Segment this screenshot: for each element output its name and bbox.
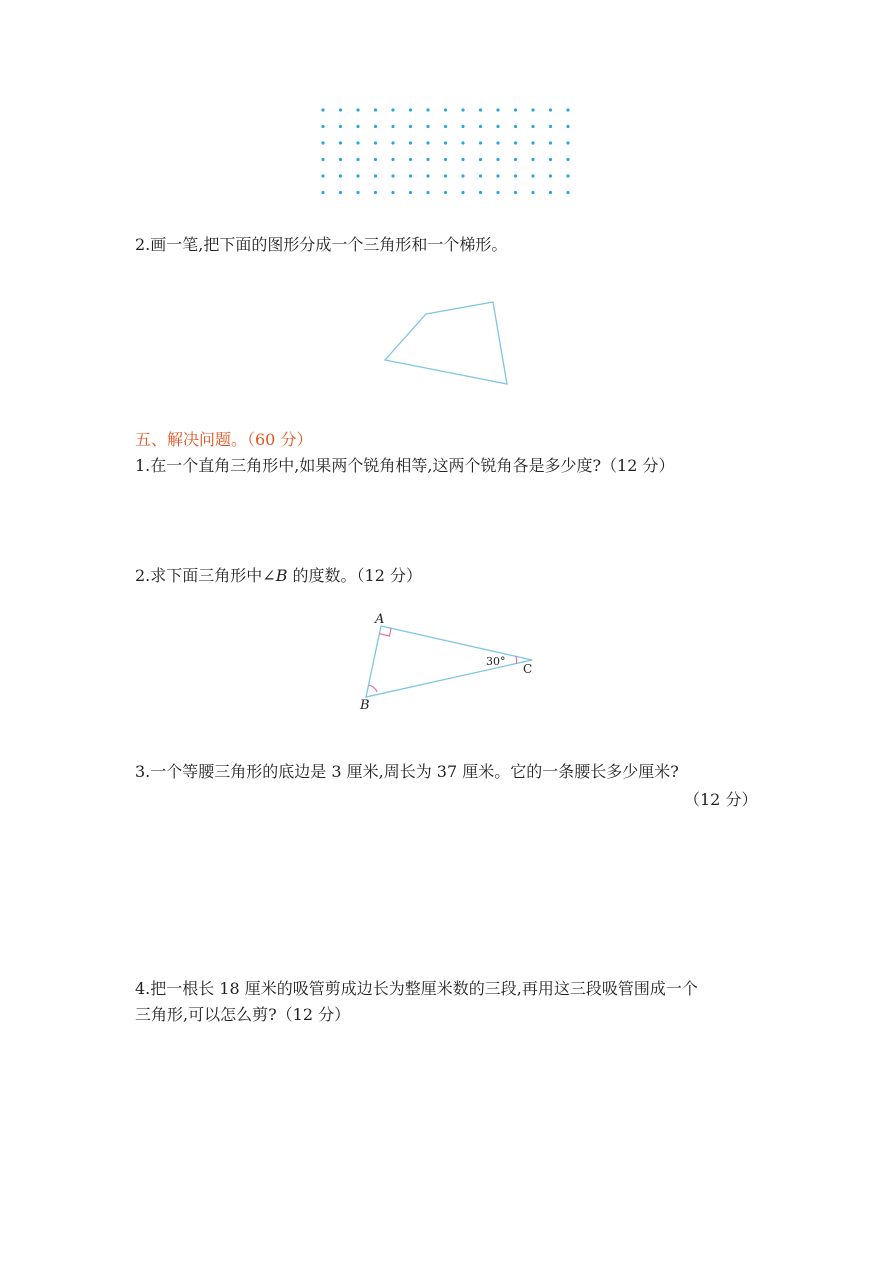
question-2-draw-line: 2.画一笔,把下面的图形分成一个三角形和一个梯形。	[135, 235, 508, 254]
grid-dot	[409, 108, 412, 111]
grid-dot	[426, 125, 429, 128]
grid-dot	[514, 141, 517, 144]
grid-dot	[549, 158, 552, 161]
grid-dot	[514, 174, 517, 177]
grid-dot	[531, 108, 534, 111]
grid-dot	[409, 125, 412, 128]
grid-dot	[409, 174, 412, 177]
grid-dot	[409, 141, 412, 144]
grid-dot	[514, 191, 517, 194]
grid-dot	[461, 191, 464, 194]
grid-dot	[374, 158, 377, 161]
angle-b-arc	[369, 685, 377, 692]
grid-dot	[514, 108, 517, 111]
grid-dot	[374, 174, 377, 177]
grid-dot	[566, 141, 569, 144]
problem-4-text-line-1: 4.把一根长 18 厘米的吸管剪成边长为整厘米数的三段,再用这三段吸管围成一个	[135, 979, 698, 998]
angle-c-value: 30°	[486, 655, 506, 668]
section-5-title: 五、解决问题。（60 分）	[135, 430, 313, 449]
grid-dot	[461, 108, 464, 111]
grid-dot	[321, 125, 324, 128]
grid-dot	[444, 174, 447, 177]
grid-dot	[566, 191, 569, 194]
grid-dot	[391, 174, 394, 177]
grid-dot	[356, 141, 359, 144]
grid-dot	[321, 174, 324, 177]
grid-dot	[549, 141, 552, 144]
problem-3-score: （12 分）	[684, 790, 758, 809]
grid-dot	[339, 191, 342, 194]
right-angle-marker	[380, 628, 392, 636]
grid-dot	[339, 158, 342, 161]
grid-dot	[356, 125, 359, 128]
grid-dot	[461, 158, 464, 161]
triangle-abc-figure	[350, 605, 550, 715]
grid-dot	[531, 174, 534, 177]
grid-dot	[496, 174, 499, 177]
grid-dot	[444, 158, 447, 161]
grid-dot	[321, 141, 324, 144]
grid-dot	[426, 158, 429, 161]
label-a: A	[375, 612, 385, 627]
grid-dot	[356, 174, 359, 177]
grid-dot	[356, 191, 359, 194]
grid-dot	[514, 158, 517, 161]
grid-dot	[391, 108, 394, 111]
grid-dot	[566, 108, 569, 111]
grid-dot	[374, 141, 377, 144]
grid-dot	[549, 125, 552, 128]
angle-c-arc	[516, 656, 517, 663]
quadrilateral-figure	[380, 296, 515, 391]
grid-dot	[479, 191, 482, 194]
grid-dot	[531, 191, 534, 194]
grid-dot	[479, 141, 482, 144]
grid-dot	[479, 125, 482, 128]
grid-dot	[374, 108, 377, 111]
problem-2-suffix: 的度数。（12 分）	[287, 566, 422, 585]
grid-dot	[444, 108, 447, 111]
grid-dot	[444, 125, 447, 128]
grid-dot	[426, 141, 429, 144]
grid-dot	[339, 108, 342, 111]
grid-dot	[339, 125, 342, 128]
grid-dot	[549, 174, 552, 177]
grid-dot	[339, 141, 342, 144]
problem-2-variable: B	[275, 566, 288, 585]
label-b: B	[360, 698, 370, 713]
grid-dot	[409, 191, 412, 194]
grid-dot	[549, 108, 552, 111]
grid-dot	[339, 174, 342, 177]
grid-dot	[479, 158, 482, 161]
grid-dot	[496, 158, 499, 161]
grid-dot	[514, 125, 517, 128]
grid-dot	[531, 125, 534, 128]
grid-dot	[566, 125, 569, 128]
grid-dot	[461, 174, 464, 177]
problem-4-text-line-2: 三角形,可以怎么剪?（12 分）	[135, 1005, 351, 1024]
grid-dot	[444, 191, 447, 194]
grid-dot	[426, 174, 429, 177]
grid-dot	[356, 158, 359, 161]
problem-2-prefix: 2.求下面三角形中∠	[135, 566, 276, 585]
grid-dot	[566, 174, 569, 177]
grid-dot	[496, 125, 499, 128]
grid-dot	[479, 174, 482, 177]
problem-1-text: 1.在一个直角三角形中,如果两个锐角相等,这两个锐角各是多少度?（12 分）	[135, 456, 675, 475]
grid-dot	[496, 191, 499, 194]
grid-dot	[321, 108, 324, 111]
quadrilateral-shape	[385, 302, 507, 384]
grid-dot	[391, 158, 394, 161]
grid-dot	[374, 125, 377, 128]
grid-dot	[444, 141, 447, 144]
grid-dot	[426, 191, 429, 194]
grid-dot	[461, 125, 464, 128]
problem-2-text	[135, 566, 422, 586]
grid-dot	[461, 141, 464, 144]
grid-dot	[391, 191, 394, 194]
problem-3-text: 3.一个等腰三角形的底边是 3 厘米,周长为 37 厘米。它的一条腰长多少厘米?	[135, 762, 679, 781]
dot-grid	[315, 102, 580, 200]
grid-dot	[549, 191, 552, 194]
triangle-abc	[366, 626, 532, 697]
grid-dot	[496, 108, 499, 111]
grid-dot	[479, 108, 482, 111]
grid-dot	[391, 125, 394, 128]
grid-dot	[356, 108, 359, 111]
grid-dot	[426, 108, 429, 111]
grid-dot	[391, 141, 394, 144]
grid-dot	[566, 158, 569, 161]
label-c: C	[523, 662, 533, 676]
grid-dot	[531, 141, 534, 144]
grid-dot	[409, 158, 412, 161]
grid-dot	[374, 191, 377, 194]
grid-dot	[321, 158, 324, 161]
grid-dot	[321, 191, 324, 194]
grid-dot	[496, 141, 499, 144]
grid-dot	[531, 158, 534, 161]
